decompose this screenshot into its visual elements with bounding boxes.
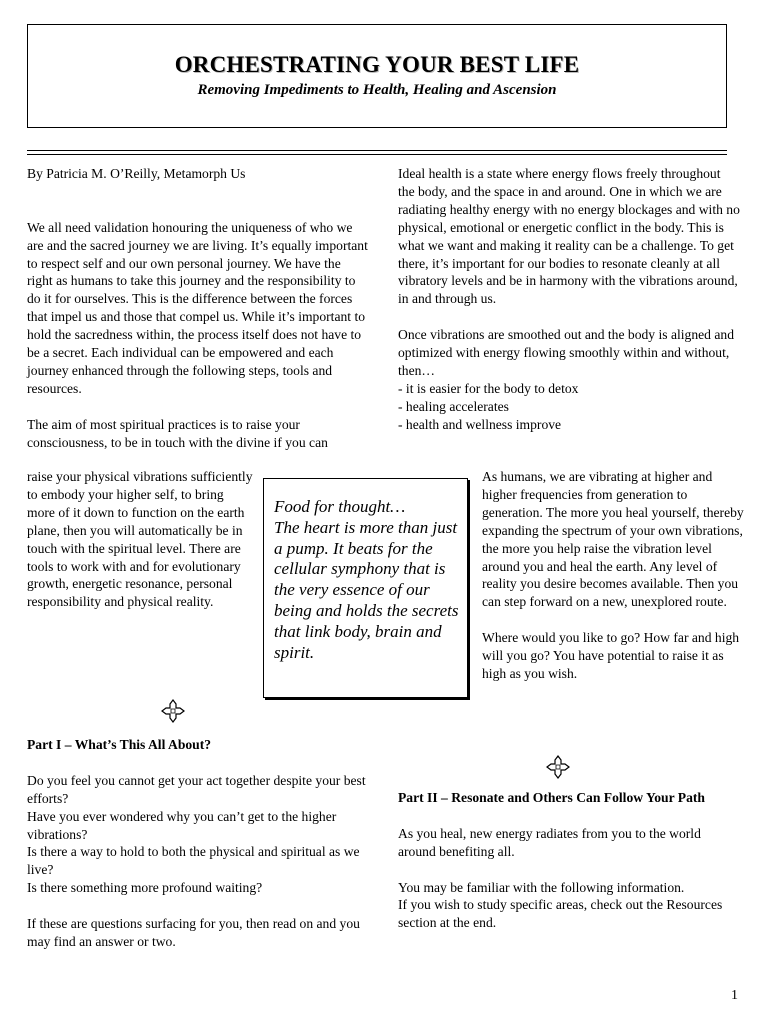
food-for-thought-callout — [263, 478, 468, 698]
callout-body: The heart is more than just a pump. It beats for the cellular symphony that is the very essence of our being and holds the secrets that link body, brain and spirit. — [274, 517, 459, 662]
resources-line: If you wish to study specific areas, check out the Resources section at the end. — [398, 897, 723, 931]
byline: By Patricia M. O’Reilly, Metamorph Us — [27, 166, 246, 181]
page-number: 1 — [731, 988, 738, 1003]
question-4: Is there something more profound waiting? — [27, 880, 263, 896]
left-column-top — [27, 165, 369, 451]
vibrations-paragraph: Once vibrations are smoothed out and the body is aligned and optimized with energy flowing smoothly within and without, then… — [398, 327, 734, 378]
divider-top — [27, 150, 727, 151]
quatrefoil-cross-icon — [545, 754, 571, 780]
right-column-narrow — [482, 468, 744, 683]
intro-paragraph: We all need validation honouring the uniqueness of who we are and the sacred journey we are living. It’s equally important to respect self and our own personal journey. We have the right as humans to take this journey and the responsibility to do it for ourselves. This is the difference between the forces that impel us and those that compel us. While it’s important to hold the sacredness within, the process itself does not have to be a secret. Each individual can be empowered and each journey enhanced through the following steps, tools and resources. — [27, 219, 368, 396]
right-column-top — [398, 165, 740, 434]
bullet-2: - healing accelerates — [398, 398, 509, 414]
where-paragraph: Where would you like to go? How far and high will you go? You have potential to raise it as high as you wish. — [482, 630, 740, 681]
familiar-line: You may be familiar with the following information. — [398, 879, 685, 895]
document-subtitle: Removing Impediments to Health, Healing and Ascension — [197, 82, 557, 98]
aim-paragraph-rest: raise your physical vibrations sufficiently to embody your higher self, to bring more of it down to function on the earth plane, then you will automatically be in touch with the spiritual level. There are tools to work with and for evolutionary growth, energetic resonance, personal responsibility and physical reality. — [27, 469, 253, 610]
humans-paragraph: As humans, we are vibrating at higher and higher frequencies from generation to generation. The more you heal yourself, thereby expanding the spectrum of your own vibrations, the more you help raise the vibration level around you and heal the earth. Any level of reality you desire becomes available. Then you can step forward on a new, unexplored route. — [482, 469, 744, 610]
ideal-health-paragraph: Ideal health is a state where energy flows freely throughout the body, and the space in and around. One in which we are radiating healthy energy with no energy blockages and with no physical, emotional or energetic conflict in the body. This is what we want and making it reality can be a challenge. To get there, it’s important for our bodies to resonate cleanly at all vibratory levels and be in harmony with the vibrations around, in and through us. — [398, 166, 740, 307]
question-1: Do you feel you cannot get your act together despite your best efforts? — [27, 772, 366, 806]
left-column-bottom — [27, 736, 369, 951]
heal-paragraph: As you heal, new energy radiates from you to the world around benefiting all. — [398, 825, 701, 859]
title-box — [27, 24, 727, 128]
part1-heading: Part I – What’s This All About? — [27, 737, 212, 752]
question-2: Have you ever wondered why you can’t get to the higher vibrations? — [27, 808, 337, 842]
part2-heading: Part II – Resonate and Others Can Follow Your Path — [398, 790, 705, 805]
closing-paragraph: If these are questions surfacing for you, then read on and you may find an answer or two. — [27, 916, 360, 949]
aim-paragraph-intro: The aim of most spiritual practices is to raise your consciousness, to be in touch with the divine if you can — [27, 416, 328, 450]
question-3: Is there a way to hold to both the physical and spiritual as we live? — [27, 844, 360, 878]
bullet-3: - health and wellness improve — [398, 416, 562, 432]
callout-heading: Food for thought… — [274, 497, 406, 516]
left-column-narrow — [27, 468, 253, 611]
right-column-bottom — [398, 789, 740, 932]
bullet-1: - it is easier for the body to detox — [398, 380, 579, 396]
divider-bottom — [27, 154, 727, 155]
quatrefoil-cross-icon — [160, 698, 186, 724]
document-title: ORCHESTRATING YOUR BEST LIFE — [174, 52, 580, 77]
